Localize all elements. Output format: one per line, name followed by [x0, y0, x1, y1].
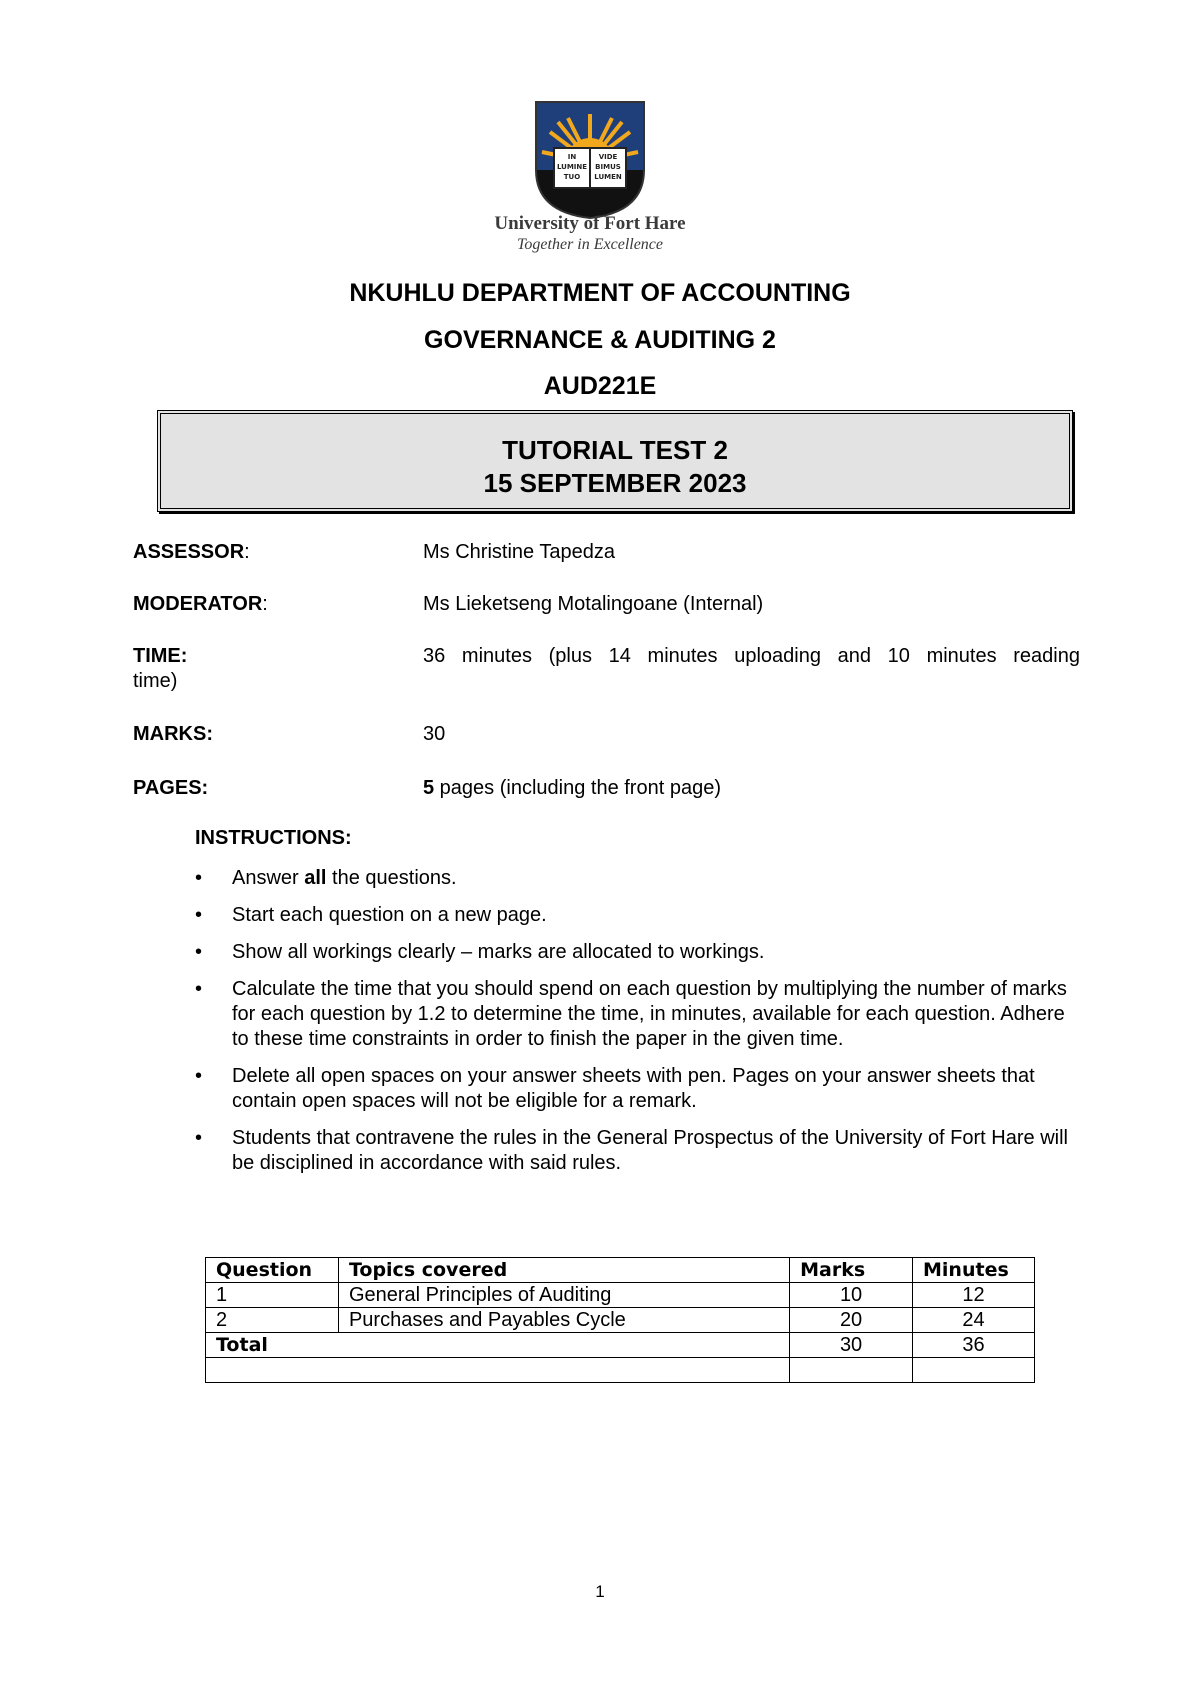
list-item: • Start each question on a new page.: [195, 904, 547, 926]
course-code: AUD221E: [543, 372, 657, 400]
test-title-box: [157, 410, 1073, 512]
svg-text:TUO: TUO: [563, 173, 581, 181]
cell-question: 1: [206, 1283, 339, 1308]
moderator-label: MODERATOR:: [133, 593, 268, 615]
test-title: TUTORIAL TEST 2: [502, 435, 728, 465]
svg-text:VIDE: VIDE: [598, 153, 618, 161]
table-total-row: [206, 1333, 1035, 1358]
total-label: Total: [206, 1333, 790, 1358]
marks-value: 30: [423, 723, 446, 745]
svg-text:BIMUS: BIMUS: [595, 163, 621, 171]
university-motto: Together in Excellence: [516, 236, 664, 253]
department-heading: NKUHLU DEPARTMENT OF ACCOUNTING: [349, 279, 851, 307]
cell-marks: 10: [790, 1283, 913, 1308]
pages-label: PAGES:: [133, 777, 209, 799]
header-minutes: Minutes: [913, 1258, 1035, 1283]
pages-value: 5 pages (including the front page): [423, 777, 721, 799]
time-value-continued: time): [133, 670, 178, 692]
cell-minutes: 24: [913, 1308, 1035, 1333]
instructions-title: INSTRUCTIONS:: [195, 827, 352, 849]
cell-topic: Purchases and Payables Cycle: [338, 1308, 789, 1333]
table-empty-row: [206, 1358, 1035, 1383]
svg-text:LUMEN: LUMEN: [594, 173, 622, 181]
course-heading: GOVERNANCE & AUDITING 2: [424, 326, 776, 354]
total-marks: 30: [790, 1333, 913, 1358]
svg-text:LUMINE: LUMINE: [556, 163, 588, 171]
test-date: 15 SEPTEMBER 2023: [483, 468, 747, 498]
cell-question: 2: [206, 1308, 339, 1333]
page-number: 1: [595, 1582, 605, 1601]
crest-icon: [534, 100, 646, 220]
moderator-value: Ms Lieketseng Motalingoane (Internal): [423, 593, 764, 615]
time-value: 36 minutes (plus 14 minutes uploading and 10 minutes reading: [423, 645, 1080, 667]
university-logo: [470, 100, 710, 260]
list-item: • Show all workings clearly – marks are allocated to workings.: [195, 941, 765, 963]
cell-minutes: 12: [913, 1283, 1035, 1308]
cell-marks: 20: [790, 1308, 913, 1333]
cell-topic: General Principles of Auditing: [338, 1283, 789, 1308]
table-header-row: [206, 1258, 1035, 1283]
header-marks: Marks: [790, 1258, 913, 1283]
svg-text:IN: IN: [567, 153, 577, 161]
list-item: • Calculate the time that you should spend on each question by multiplying the number of marks for each question by 1.2 to determine the time, in minutes, available for each question. Adhere to these time constraints in order to finish the paper in the given time.: [195, 978, 1067, 1050]
table-row: [206, 1308, 1035, 1333]
marks-label: MARKS:: [133, 723, 213, 745]
header-topics: Topics covered: [338, 1258, 789, 1283]
instructions-list: [195, 866, 1085, 1188]
university-name: University of Fort Hare: [494, 213, 686, 234]
marks-table: [205, 1257, 1035, 1383]
header-question: Question: [206, 1258, 339, 1283]
table-row: [206, 1283, 1035, 1308]
assessor-value: Ms Christine Tapedza: [423, 541, 615, 563]
list-item: • Delete all open spaces on your answer sheets with pen. Pages on your answer sheets that contain open spaces will not be eligible for a remark.: [195, 1065, 1035, 1112]
list-item: • Students that contravene the rules in the General Prospectus of the University of Fort Hare will be disciplined in accordance with said rules.: [195, 1127, 1068, 1174]
list-item: • Answer all the questions.: [195, 867, 457, 889]
time-label: TIME:: [133, 645, 188, 667]
total-minutes: 36: [913, 1333, 1035, 1358]
assessor-label: ASSESSOR:: [133, 541, 250, 563]
